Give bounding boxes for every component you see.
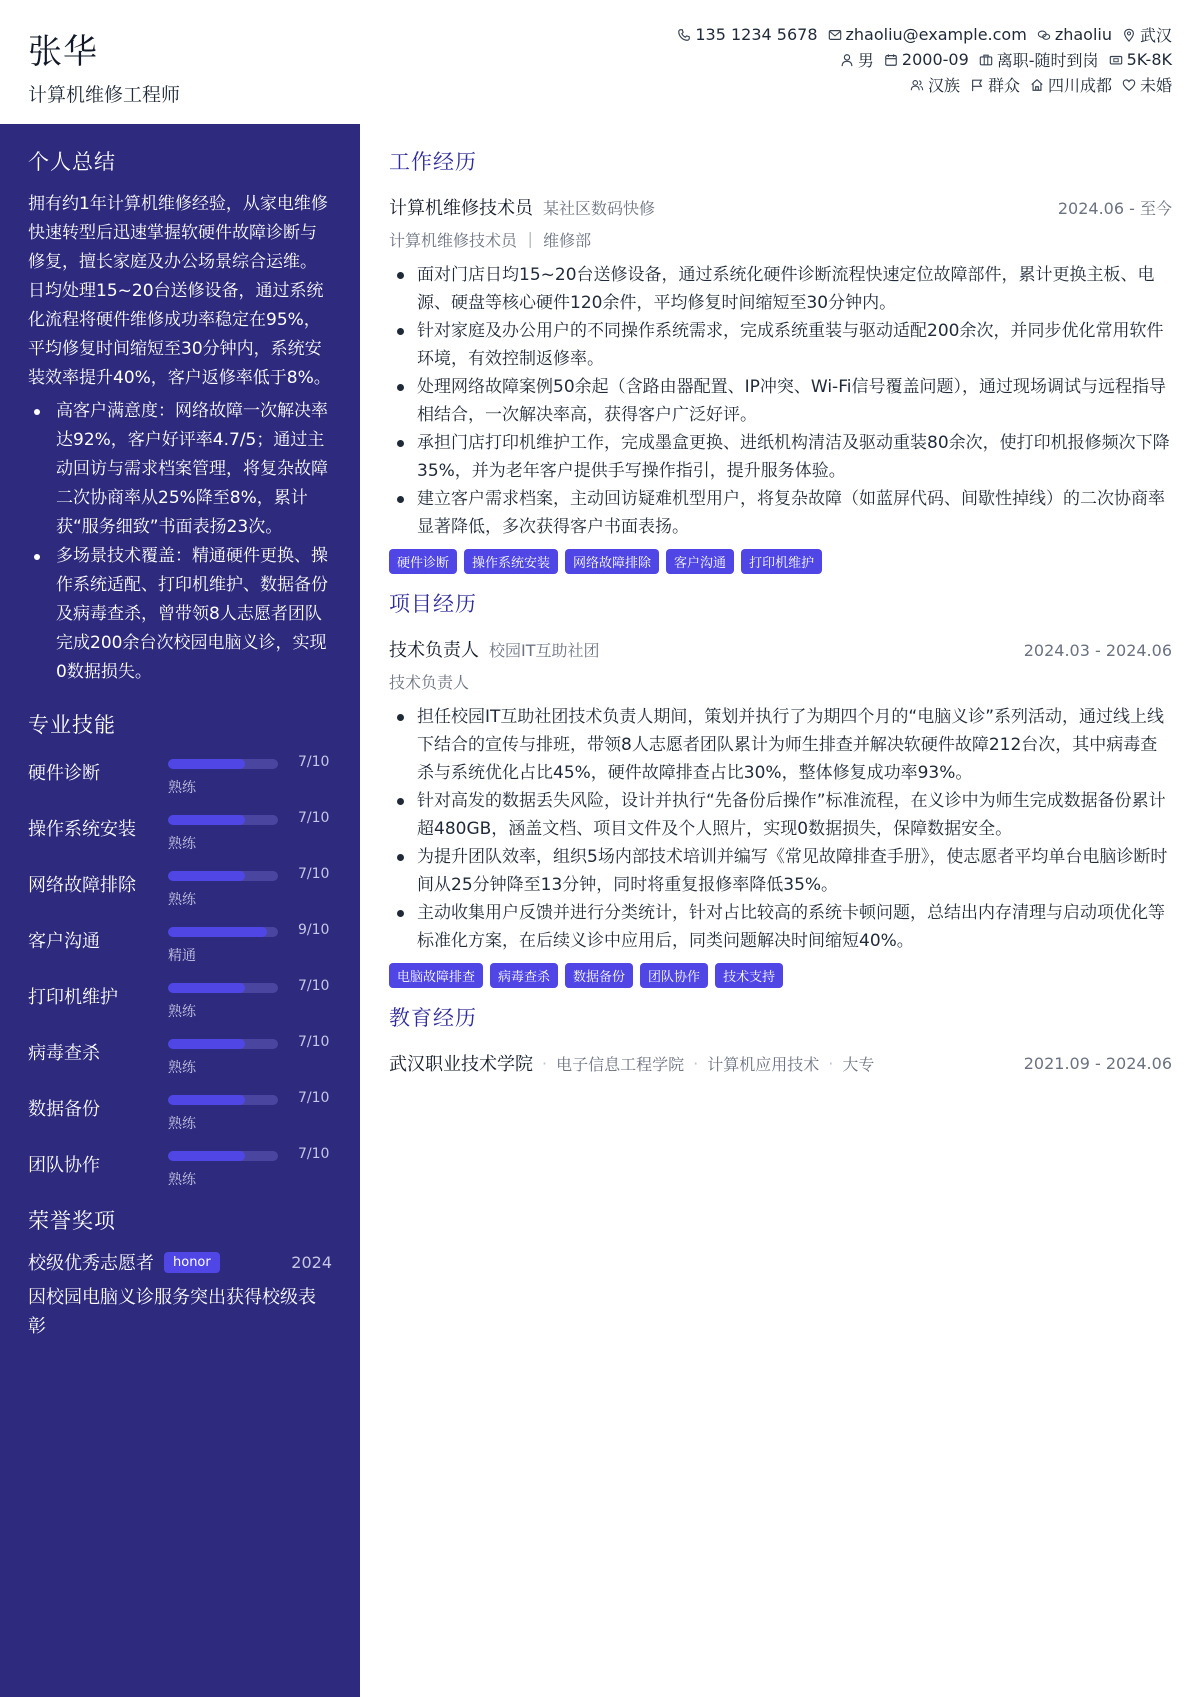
- work-tags: [389, 549, 1172, 574]
- skill-item: [28, 799, 332, 855]
- skill-name: 硬件诊断: [28, 763, 100, 784]
- skill-bar-fill: [168, 815, 245, 825]
- location-icon: [1122, 28, 1136, 42]
- contact-text: zhaoliu@example.com: [845, 25, 1027, 44]
- separator-dot: ·: [693, 1053, 699, 1073]
- project-title-group: [389, 636, 600, 662]
- work-bullet: 面对门店日均15~20台送修设备，通过系统化硬件诊断流程快速定位故障部件，累计更换主板、电源、硬盘等核心硬件120余件，平均修复时间缩短至30分钟内。: [389, 261, 1172, 317]
- education-college: 电子信息工程学院: [556, 1054, 685, 1074]
- contact-text: 2000-09: [901, 50, 969, 69]
- project-entry-header: [389, 636, 1172, 662]
- skill-tag: 打印机维护: [741, 549, 822, 574]
- skill-bar: [168, 759, 278, 769]
- skill-tag: 操作系统安装: [464, 549, 558, 574]
- award-name: 校级优秀志愿者: [28, 1253, 154, 1274]
- skill-level: 熟练: [168, 1060, 196, 1076]
- contact-status: [979, 48, 1099, 71]
- contact-marital: [1122, 73, 1172, 96]
- skill-bar-fill: [168, 759, 245, 769]
- heart-icon: [1122, 78, 1136, 92]
- skill-item: [28, 1135, 332, 1191]
- work-date: 2024.06 - 至今: [1057, 199, 1172, 218]
- skill-level: 精通: [168, 948, 196, 964]
- work-entry-header: [389, 194, 1172, 220]
- skill-level: 熟练: [168, 892, 196, 908]
- award-item: [28, 1249, 332, 1275]
- candidate-name: 张华: [28, 32, 98, 72]
- contact-phone: [677, 25, 817, 44]
- skill-score: 7/10: [298, 866, 330, 882]
- skill-tag: 病毒查杀: [490, 963, 558, 988]
- contact-text: 汉族: [927, 76, 960, 95]
- project-bullet: 针对高发的数据丢失风险，设计并执行“先备份后操作”标准流程，在义诊中为师生完成数据备份累计超480GB，涵盖文档、项目文件及个人照片，实现0数据损失，保障数据安全。: [389, 787, 1172, 843]
- work-bullet: 承担门店打印机维护工作，完成墨盒更换、进纸机构清洁及驱动重装80余次，使打印机报修频次下降35%，并为老年客户提供手写操作指引，提升服务体验。: [389, 429, 1172, 485]
- education-section: [389, 988, 1172, 1076]
- summary-text: 拥有约1年计算机维修经验，从家电维修快速转型后迅速掌握软硬件故障诊断与修复，擅长家庭及办公场景综合运维。日均处理15~20台送修设备，通过系统化流程将硬件维修成功率稳定在95%，平均修复时间缩短至30分钟内，系统安装效率提升40%，客户返修率低于8%。: [28, 194, 331, 388]
- skill-bar-fill: [168, 1151, 245, 1161]
- skill-score: 7/10: [298, 810, 330, 826]
- skill-score: 7/10: [298, 1146, 330, 1162]
- skill-bar-fill: [168, 983, 245, 993]
- skill-item: [28, 967, 332, 1023]
- project-bullet: 担任校园IT互助社团技术负责人期间，策划并执行了为期四个月的“电脑义诊”系列活动，通过线上线下结合的宣传与排班，带领8人志愿者团队累计为师生排查并解决软硬件故障212台次，其中病毒查杀与系统优化占比45%，硬件故障排查占比30%，整体修复成功率93%。: [389, 703, 1172, 787]
- contact-text: 群众: [987, 76, 1020, 95]
- project-bullets: [389, 703, 1172, 955]
- project-role-subtitle: 技术负责人: [389, 673, 470, 692]
- skill-score: 7/10: [298, 754, 330, 770]
- skill-bar: [168, 983, 278, 993]
- contact-row: [452, 47, 1172, 72]
- award-tag: honor: [164, 1252, 220, 1273]
- skill-item: [28, 855, 332, 911]
- skill-score: 7/10: [298, 1090, 330, 1106]
- skill-name: 客户沟通: [28, 931, 100, 952]
- skill-level: 熟练: [168, 1116, 196, 1132]
- wechat-icon: [1037, 28, 1051, 42]
- calendar-icon: [884, 53, 898, 67]
- contact-text: 男: [857, 51, 874, 70]
- main-content: [389, 124, 1172, 1076]
- skill-bar: [168, 1039, 278, 1049]
- contact-city: [1122, 23, 1172, 46]
- skill-tag: 技术支持: [715, 963, 783, 988]
- contact-hometown: [1030, 73, 1112, 96]
- awards-heading: 荣誉奖项: [28, 1209, 116, 1233]
- contact-ethnicity: [910, 73, 960, 96]
- skill-bar: [168, 871, 278, 881]
- summary-highlight: 高客户满意度：网络故障一次解决率达92%，客户好评率4.7/5；通过主动回访与需求档案管理，将复杂故障二次协商率从25%降至8%，累计获“服务细致”书面表扬23次。: [28, 397, 332, 542]
- skill-name: 病毒查杀: [28, 1043, 100, 1064]
- work-title-group: [389, 194, 655, 220]
- skill-tag: 网络故障排除: [565, 549, 659, 574]
- project-date: 2024.03 - 2024.06: [1023, 641, 1172, 660]
- contact-salary: [1109, 50, 1172, 69]
- education-heading: 教育经历: [389, 1006, 477, 1030]
- award-title-group: [28, 1249, 220, 1275]
- skill-score: 7/10: [298, 978, 330, 994]
- award-description: 因校园电脑义诊服务突出获得校级表彰: [28, 1287, 316, 1337]
- phone-icon: [677, 28, 691, 42]
- contact-info: [452, 22, 1172, 97]
- skill-name: 网络故障排除: [28, 875, 136, 896]
- resume-header: [0, 0, 1200, 124]
- skill-level: 熟练: [168, 836, 196, 852]
- education-school: 武汉职业技术学院: [389, 1054, 533, 1075]
- contact-row: [452, 22, 1172, 47]
- project-bullet: 为提升团队效率，组织5场内部技术培训并编写《常见故障排查手册》，使志愿者平均单台电脑诊断时间从25分钟降至13分钟，同时将重复报修率降低35%。: [389, 843, 1172, 899]
- education-date: 2021.09 - 2024.06: [1023, 1053, 1172, 1073]
- skill-bar: [168, 1095, 278, 1105]
- contact-row: [452, 72, 1172, 97]
- work-heading: 工作经历: [389, 150, 477, 174]
- work-company: 某社区数码快修: [543, 199, 656, 218]
- education-major: 计算机应用技术: [707, 1054, 820, 1074]
- skill-level: 熟练: [168, 1004, 196, 1020]
- skill-bar-fill: [168, 1039, 245, 1049]
- award-year: 2024: [291, 1252, 332, 1272]
- education-degree: 大专: [842, 1054, 875, 1074]
- contact-text: 离职-随时到岗: [996, 51, 1099, 70]
- project-section: [389, 574, 1172, 988]
- contact-text: zhaoliu: [1054, 25, 1112, 44]
- contact-politics: [970, 73, 1020, 96]
- skill-bar: [168, 1151, 278, 1161]
- project-tags: [389, 963, 1172, 988]
- summary-heading: 个人总结: [28, 150, 116, 174]
- contact-text: 135 1234 5678: [695, 25, 818, 44]
- skill-level: 熟练: [168, 1172, 196, 1188]
- work-department: 计算机维修技术员 ｜ 维修部: [389, 231, 592, 250]
- user-icon: [840, 53, 854, 67]
- skill-tag: 电脑故障排查: [389, 963, 483, 988]
- skills-list: [28, 743, 332, 1191]
- briefcase-icon: [979, 53, 993, 67]
- contact-text: 武汉: [1139, 26, 1172, 45]
- salary-icon: [1109, 53, 1123, 67]
- skill-name: 打印机维护: [28, 987, 118, 1008]
- skill-item: [28, 1079, 332, 1135]
- skill-score: 9/10: [298, 922, 330, 938]
- project-organization: 校园IT互助社团: [489, 641, 600, 660]
- education-details: [389, 1050, 874, 1076]
- contact-text: 四川成都: [1047, 76, 1112, 95]
- skill-score: 7/10: [298, 1034, 330, 1050]
- project-role: 技术负责人: [389, 640, 479, 661]
- skill-item: [28, 1023, 332, 1079]
- flag-icon: [970, 78, 984, 92]
- sidebar: [0, 124, 360, 1697]
- skill-tag: 硬件诊断: [389, 549, 457, 574]
- skill-bar-fill: [168, 871, 245, 881]
- contact-text: 5K-8K: [1126, 50, 1172, 69]
- skill-item: [28, 743, 332, 799]
- separator-dot: ·: [828, 1053, 834, 1073]
- work-bullet: 处理网络故障案例50余起（含路由器配置、IP冲突、Wi-Fi信号覆盖问题），通过现场调试与远程指导相结合，一次解决率高，获得客户广泛好评。: [389, 373, 1172, 429]
- skills-section: [28, 709, 332, 1191]
- separator-dot: ·: [542, 1053, 548, 1073]
- skill-tag: 数据备份: [565, 963, 633, 988]
- awards-section: [28, 1205, 332, 1341]
- project-heading: 项目经历: [389, 592, 477, 616]
- contact-birth: [884, 50, 969, 69]
- education-entry: [389, 1050, 1172, 1076]
- work-bullets: [389, 261, 1172, 541]
- skills-heading: 专业技能: [28, 713, 116, 737]
- summary-section: [28, 146, 332, 687]
- skill-item: [28, 911, 332, 967]
- skill-bar: [168, 815, 278, 825]
- skill-name: 操作系统安装: [28, 819, 136, 840]
- contact-wechat: [1037, 25, 1112, 44]
- summary-highlights: [28, 397, 332, 687]
- contact-email: [828, 25, 1027, 44]
- summary-highlight: 多场景技术覆盖：精通硬件更换、操作系统适配、打印机维护、数据备份及病毒查杀，曾带领8人志愿者团队完成200余台次校园电脑义诊，实现0数据损失。: [28, 542, 332, 687]
- work-bullet: 建立客户需求档案，主动回访疑难机型用户，将复杂故障（如蓝屏代码、间歇性掉线）的二次协商率显著降低，多次获得客户书面表扬。: [389, 485, 1172, 541]
- target-job-title: 计算机维修工程师: [28, 84, 181, 106]
- project-bullet: 主动收集用户反馈并进行分类统计，针对占比较高的系统卡顿问题，总结出内存清理与启动项优化等标准化方案，在后续义诊中应用后，同类问题解决时间缩短40%。: [389, 899, 1172, 955]
- work-section: [389, 124, 1172, 574]
- work-bullet: 针对家庭及办公用户的不同操作系统需求，完成系统重装与驱动适配200余次，并同步优化常用软件环境，有效控制返修率。: [389, 317, 1172, 373]
- skill-name: 数据备份: [28, 1099, 100, 1120]
- contact-text: 未婚: [1139, 76, 1172, 95]
- home-icon: [1030, 78, 1044, 92]
- skill-name: 团队协作: [28, 1155, 100, 1176]
- skill-tag: 客户沟通: [666, 549, 734, 574]
- skill-level: 熟练: [168, 780, 196, 796]
- skill-bar: [168, 927, 278, 937]
- contact-gender: [840, 48, 874, 71]
- skill-bar-fill: [168, 1095, 245, 1105]
- skill-bar-fill: [168, 927, 267, 937]
- work-position: 计算机维修技术员: [389, 198, 533, 219]
- people-icon: [910, 78, 924, 92]
- skill-tag: 团队协作: [640, 963, 708, 988]
- mail-icon: [828, 28, 842, 42]
